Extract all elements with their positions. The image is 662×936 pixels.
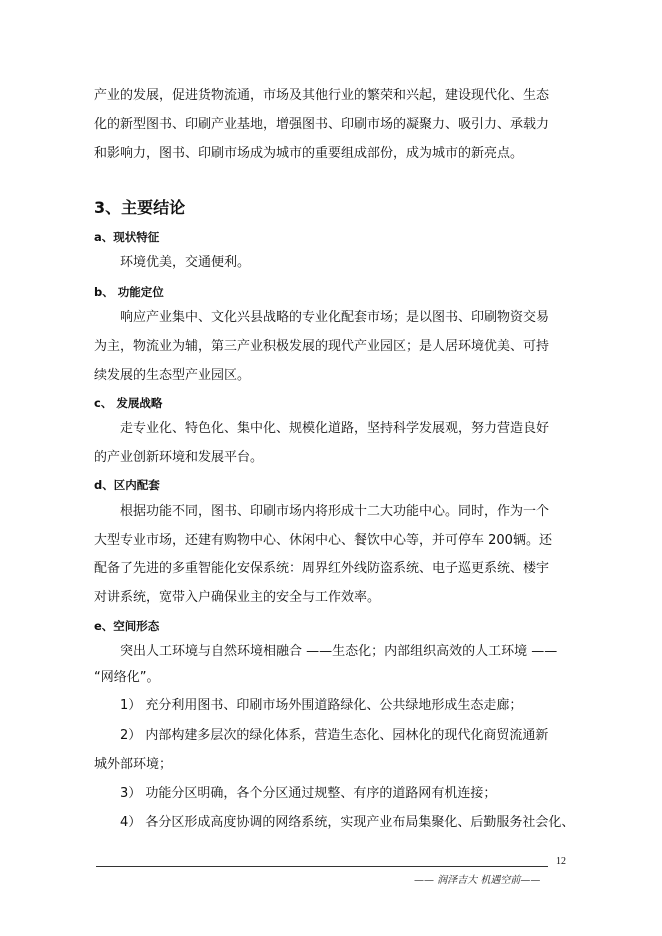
- subsection-heading: a、现状特征: [94, 230, 160, 244]
- text-line: 1） 充分利用图书、印刷市场外围道路绿化、公共绿地形成生态走廊；: [120, 698, 523, 713]
- footer-divider: [96, 866, 548, 867]
- text-line: 为主，物流业为辅，第三产业积极发展的现代产业园区；是人居环境优美、可持: [94, 339, 550, 354]
- footer-motto: —— 润泽吉大 机遇空前——: [414, 875, 541, 886]
- text-line: 大型专业市场，还建有购物中心、休闲中心、餐饮中心等，并可停车 200辆。还: [94, 533, 552, 548]
- text-line: 的产业创新环境和发展平台。: [94, 450, 264, 465]
- text-line: 2） 内部构建多层次的绿化体系，营造生态化、园林化的现代化商贸流通新: [120, 728, 549, 743]
- text-line: 和影响力，图书、印刷市场成为城市的重要组成部份，成为城市的新亮点。: [94, 146, 524, 161]
- text-line: 走专业化、特色化、集中化、规模化道路，坚持科学发展观，努力营造良好: [120, 421, 550, 436]
- text-line: 续发展的生态型产业园区。: [94, 368, 251, 383]
- text-line: 3） 功能分区明确，各个分区通过规整、有序的道路网有机连接；: [120, 786, 497, 801]
- text-line: 产业的发展，促进货物流通，市场及其他行业的繁荣和兴起，建设现代化、生态: [94, 88, 550, 103]
- text-line: 根据功能不同，图书、印刷市场内将形成十二大功能中心。同时，作为一个: [120, 504, 550, 519]
- text-line: 突出人工环境与自然环境相融合 ——生态化；内部组织高效的人工环境 ——: [120, 644, 558, 659]
- text-line: 环境优美，交通便利。: [120, 255, 251, 270]
- text-line: 城外部环境；: [94, 757, 173, 772]
- subsection-heading: c、 发展战略: [94, 396, 163, 410]
- subsection-heading: d、区内配套: [94, 478, 160, 492]
- text-line: 配备了先进的多重智能化安保系统：周界红外线防盗系统、电子巡更系统、楼宇: [94, 561, 550, 576]
- text-line: 化的新型图书、印刷产业基地，增强图书、印刷市场的凝聚力、吸引力、承载力: [94, 117, 550, 132]
- text-line: 4） 各分区形成高度协调的网络系统，实现产业布局集聚化、后勤服务社会化、: [120, 815, 575, 830]
- subsection-heading: e、空间形态: [94, 619, 160, 633]
- subsection-heading: b、 功能定位: [94, 285, 164, 299]
- text-line: 响应产业集中、文化兴县战略的专业化配套市场；是以图书、印刷物资交易: [120, 310, 550, 325]
- text-line: 对讲系统，宽带入户确保业主的安全与工作效率。: [94, 590, 381, 605]
- text-line: “网络化”。: [94, 670, 160, 685]
- section-title: 3、主要结论: [94, 198, 186, 217]
- page-number: 12: [556, 856, 566, 867]
